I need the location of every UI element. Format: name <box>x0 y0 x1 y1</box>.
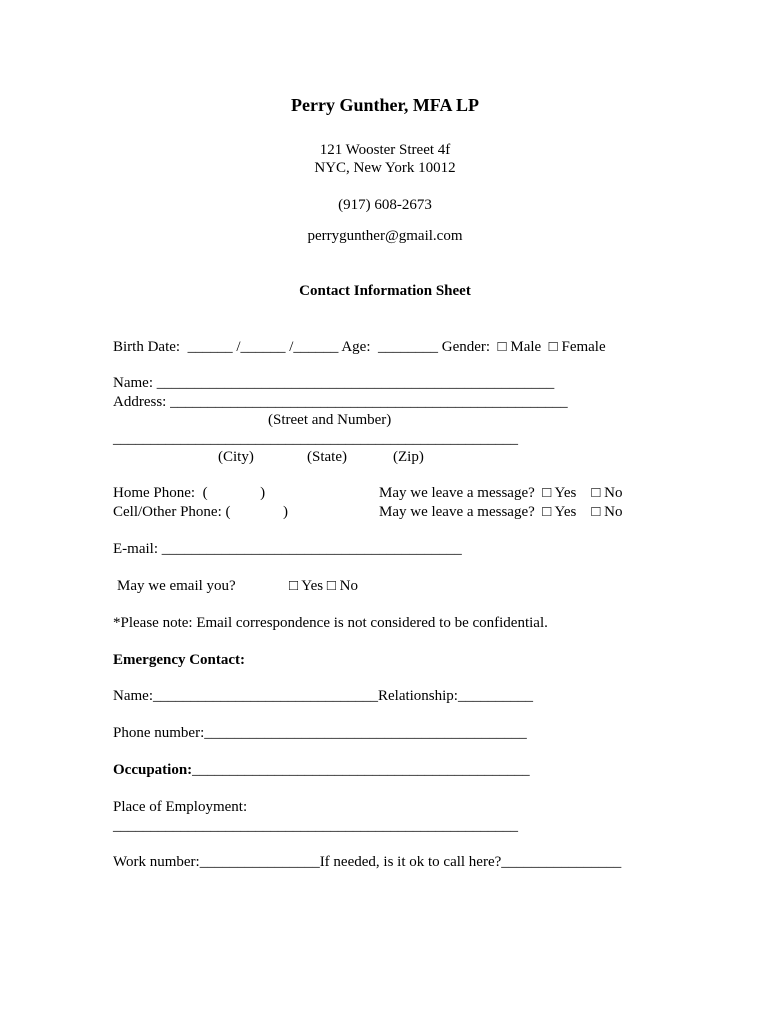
form-title: Contact Information Sheet <box>299 283 471 299</box>
practice-name: Perry Gunther, MFA LP <box>291 95 479 115</box>
city-caption: (City) <box>218 449 254 465</box>
email-address: perrygunther@gmail.com <box>307 228 463 244</box>
name-field[interactable]: Name: _____________________________________________________ <box>113 375 555 391</box>
street-caption: (Street and Number) <box>268 412 392 428</box>
employment-field[interactable]: ______________________________________________________ <box>113 818 518 834</box>
home-message-options[interactable]: May we leave a message? □ Yes □ No <box>379 485 623 501</box>
work-number-row[interactable]: Work number:________________If needed, is it ok to call here?________________ <box>113 854 622 870</box>
address-field[interactable]: Address: _____________________________________________________ <box>113 394 568 410</box>
emergency-phone-field[interactable]: Phone number:___________________________________________ <box>113 725 527 741</box>
occupation-field[interactable]: _____________________________________________ <box>192 762 530 778</box>
phone-number: (917) 608-2673 <box>338 197 432 213</box>
email-field[interactable]: E-mail: ________________________________________ <box>113 541 462 557</box>
zip-caption: (Zip) <box>393 449 424 465</box>
emergency-heading: Emergency Contact: <box>113 652 246 668</box>
city-state-zip-field[interactable]: ______________________________________________________ <box>113 431 518 447</box>
state-caption: (State) <box>307 449 347 465</box>
address-line-1: 121 Wooster Street 4f <box>319 142 451 158</box>
may-email-options[interactable]: □ Yes □ No <box>289 578 358 594</box>
cell-message-options[interactable]: May we leave a message? □ Yes □ No <box>379 504 623 520</box>
confidentiality-note: *Please note: Email correspondence is not considered to be confidential. <box>113 615 548 631</box>
birth-age-gender-row[interactable]: Birth Date: ______ /______ /______ Age: ________ Gender: □ Male □ Female <box>113 339 606 355</box>
may-email-label: May we email you? <box>117 578 236 594</box>
occupation-row <box>113 763 530 778</box>
employment-label: Place of Employment: <box>113 799 248 815</box>
home-phone-field[interactable]: Home Phone: ( ) <box>113 485 266 501</box>
address-line-2: NYC, New York 10012 <box>314 160 456 176</box>
emergency-name-field[interactable]: Name:______________________________Relationship:__________ <box>113 688 533 704</box>
occupation-label: Occupation: <box>113 762 193 778</box>
cell-phone-field[interactable]: Cell/Other Phone: ( ) <box>113 504 288 520</box>
